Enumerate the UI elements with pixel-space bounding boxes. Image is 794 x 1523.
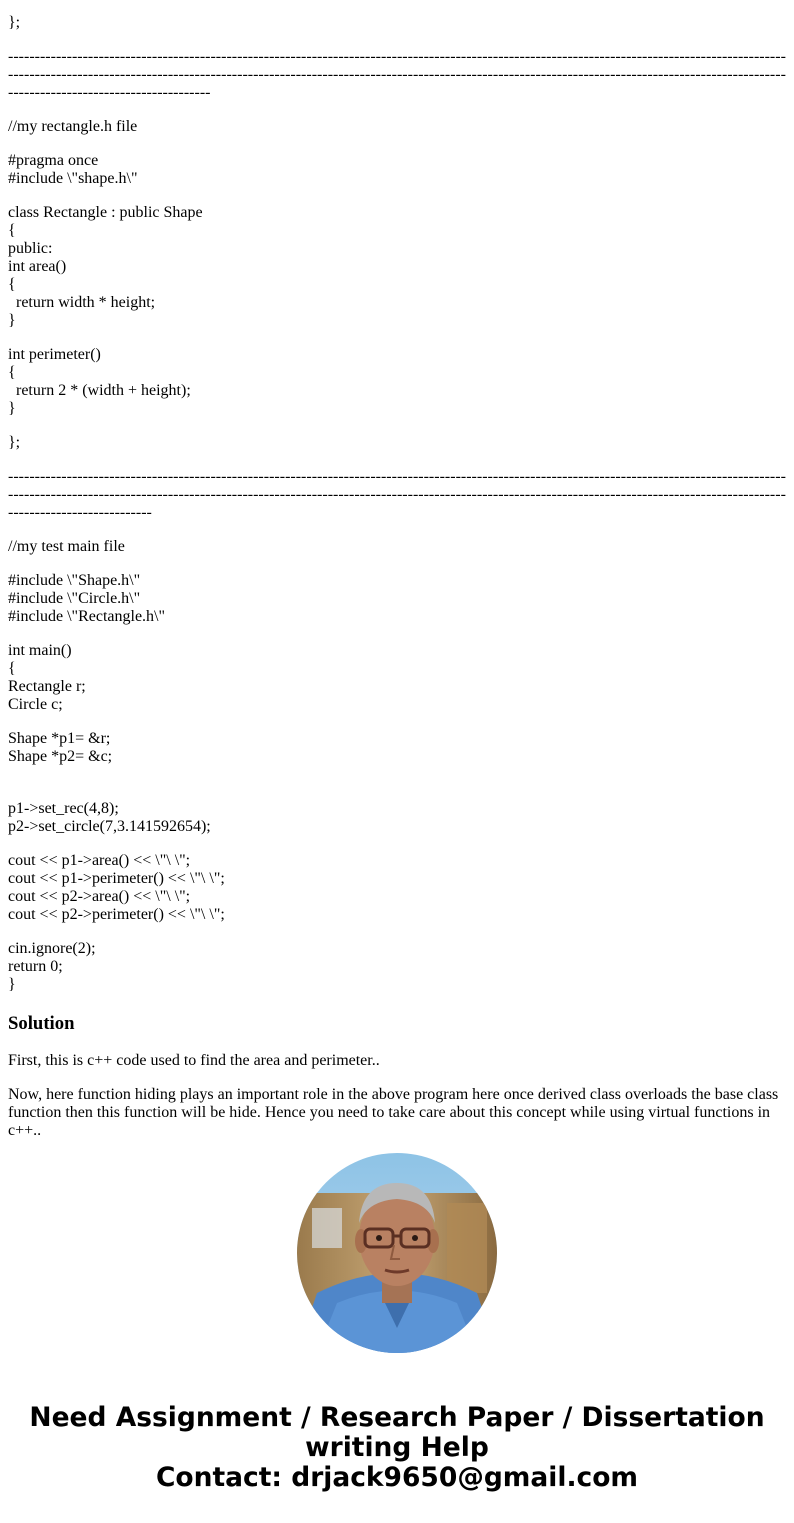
code-line: return 2 * (width + height); xyxy=(8,382,191,399)
code-comment: //my test main file xyxy=(8,538,125,555)
code-line: } xyxy=(8,312,16,329)
code-line: cout << p2->perimeter() << \"\ \"; xyxy=(8,906,225,923)
code-line: p2->set_circle(7,3.141592654); xyxy=(8,818,211,835)
solution-heading: Solution xyxy=(8,1013,75,1034)
code-line: } xyxy=(8,400,16,417)
code-line: int perimeter() xyxy=(8,346,101,363)
separator-line: ------------------------------------------------------------------------------------------------------------------------------------------------------------------------------------------------------------------------------------------------------------------------------------------------------------------------------- xyxy=(8,468,786,521)
code-line: }; xyxy=(8,14,21,31)
code-line: p1->set_rec(4,8); xyxy=(8,800,119,817)
code-line: Circle c; xyxy=(8,696,63,713)
code-line: #include \"Rectangle.h\" xyxy=(8,608,166,625)
portrait-illustration xyxy=(297,1153,497,1353)
promo-contact: Contact: drjack9650@gmail.com xyxy=(155,1462,639,1493)
code-line: }; xyxy=(8,434,21,451)
code-line: return 0; xyxy=(8,958,63,975)
code-line: #pragma once xyxy=(8,152,99,169)
code-line: cout << p1->area() << \"\ \"; xyxy=(8,852,191,869)
promo-line: Need Assignment / Research Paper / Dissertation xyxy=(29,1402,765,1433)
code-line: return width * height; xyxy=(8,294,156,311)
code-line: int main() xyxy=(8,642,72,659)
code-line: Shape *p1= &r; xyxy=(8,730,111,747)
code-line: Rectangle r; xyxy=(8,678,86,695)
promo-line: writing Help xyxy=(305,1432,489,1463)
code-line: cout << p2->area() << \"\ \"; xyxy=(8,888,191,905)
document-body xyxy=(8,14,786,1156)
code-line: class Rectangle : public Shape xyxy=(8,204,203,221)
author-avatar xyxy=(297,1153,497,1353)
solution-paragraph: First, this is c++ code used to find the area and perimeter.. xyxy=(8,1052,380,1069)
code-line: Shape *p2= &c; xyxy=(8,748,113,765)
code-line: #include \"Circle.h\" xyxy=(8,590,141,607)
code-line: { xyxy=(8,276,16,293)
code-line: cin.ignore(2); xyxy=(8,940,96,957)
solution-paragraph: Now, here function hiding plays an important role in the above program here once derived class overloads the base class function then this function will be hide. Hence you need to take care about this concept while using virtual functions in c++.. xyxy=(8,1086,779,1139)
promo-banner xyxy=(0,1403,794,1493)
code-line: public: xyxy=(8,240,53,257)
code-line: { xyxy=(8,364,16,381)
code-line: #include \"shape.h\" xyxy=(8,170,138,187)
code-line: } xyxy=(8,976,16,993)
code-line: #include \"Shape.h\" xyxy=(8,572,141,589)
separator-line: ------------------------------------------------------------------------------------------------------------------------------------------------------------------------------------------------------------------------------------------------------------------------------------------------------------------------------------------ xyxy=(8,48,786,101)
code-line: int area() xyxy=(8,258,67,275)
code-line: { xyxy=(8,222,16,239)
code-comment: //my rectangle.h file xyxy=(8,118,138,135)
code-line: cout << p1->perimeter() << \"\ \"; xyxy=(8,870,225,887)
code-line: { xyxy=(8,660,16,677)
